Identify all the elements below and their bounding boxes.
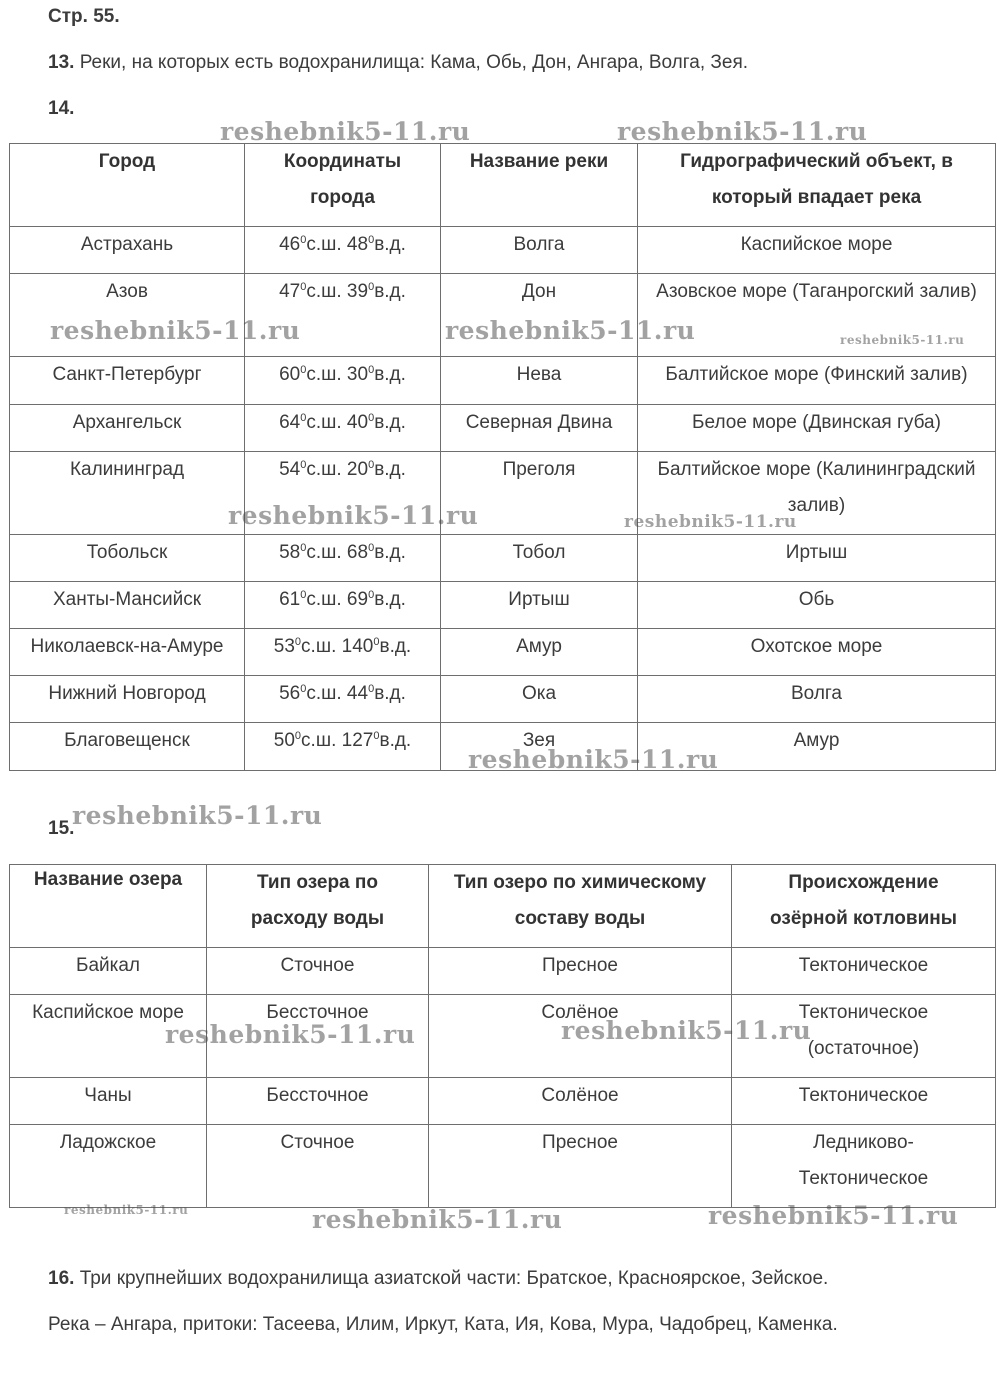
lake-cell: Чаны (10, 1078, 207, 1125)
longitude-direction: в.д. (379, 730, 412, 751)
river-cell: Ока (441, 676, 638, 723)
table-row (10, 405, 996, 452)
degree-mark: 0 (300, 234, 307, 246)
latitude-value: 64 (279, 412, 301, 433)
degree-mark: 0 (368, 234, 375, 246)
chem-type-cell: Пресное (429, 948, 732, 995)
watermark: reshebnik5-11.ru (220, 117, 471, 146)
watermark: reshebnik5-11.ru (228, 501, 479, 530)
river-cell: Тобол (441, 535, 638, 582)
river-cell: Преголя (441, 452, 638, 535)
flow-type-cell: Бессточное (207, 1078, 429, 1125)
degree-mark: 0 (373, 636, 380, 648)
mouth-cell: Иртыш (638, 535, 996, 582)
question-16-continued: Река – Ангара, притоки: Тасеева, Илим, Иркут, Ката, Ия, Кова, Мура, Чадобрец, Каменка. (48, 1314, 838, 1335)
flow-type-cell: Бессточное (207, 995, 429, 1078)
header-flow-type: Тип озера по расходу воды (207, 865, 429, 948)
latitude-value: 50 (273, 730, 295, 751)
degree-mark: 0 (368, 589, 375, 601)
degree-mark: 0 (300, 683, 307, 695)
origin-cell: Ледниково-Тектоническое (732, 1125, 996, 1208)
watermark: reshebnik5-11.ru (468, 745, 719, 774)
degree-mark: 0 (368, 542, 375, 554)
question-text: Реки, на которых есть водохранилища: Кама, Обь, Дон, Ангара, Волга, Зея. (79, 52, 749, 73)
watermark: reshebnik5-11.ru (312, 1205, 563, 1234)
watermark: reshebnik5-11.ru (561, 1016, 812, 1045)
latitude-direction: с.ш. (306, 542, 342, 563)
longitude-direction: в.д. (379, 636, 412, 657)
table-row (10, 948, 996, 995)
table-row (10, 274, 996, 357)
river-cell: Дон (441, 274, 638, 357)
degree-mark: 0 (300, 281, 307, 293)
longitude-value: 68 (346, 542, 369, 563)
coordinates-cell (245, 582, 441, 629)
mouth-cell: Белое море (Двинская губа) (638, 405, 996, 452)
lake-cell: Байкал (10, 948, 207, 995)
city-cell: Благовещенск (10, 723, 245, 771)
flow-type-cell: Сточное (207, 948, 429, 995)
table-row (10, 582, 996, 629)
latitude-value: 60 (279, 364, 301, 385)
river-cell: Амур (441, 629, 638, 676)
page-label: Стр. 55. (48, 6, 120, 27)
watermark: reshebnik5-11.ru (445, 316, 696, 345)
watermark: reshebnik5-11.ru (165, 1020, 416, 1049)
city-cell: Калининград (10, 452, 245, 535)
latitude-direction: с.ш. (306, 459, 342, 480)
longitude-direction: в.д. (374, 234, 406, 255)
longitude-value: 40 (346, 412, 369, 433)
mouth-cell: Каспийское море (638, 227, 996, 274)
latitude-value: 46 (279, 234, 301, 255)
table-row (10, 357, 996, 405)
question-number: 13. (48, 52, 75, 73)
degree-mark: 0 (294, 636, 302, 648)
latitude-value: 53 (273, 636, 295, 657)
flow-type-cell: Сточное (207, 1125, 429, 1208)
degree-mark: 0 (368, 459, 375, 471)
latitude-direction: с.ш. (306, 364, 342, 385)
degree-mark: 0 (300, 364, 307, 376)
degree-mark: 0 (300, 589, 307, 601)
chem-type-cell: Пресное (429, 1125, 732, 1208)
longitude-value: 39 (346, 281, 369, 302)
latitude-direction: с.ш. (306, 234, 342, 255)
city-cell: Санкт-Петербург (10, 357, 245, 405)
latitude-value: 61 (279, 589, 301, 610)
latitude-direction: с.ш. (301, 730, 337, 751)
question-number: 16. (48, 1268, 75, 1289)
degree-mark: 0 (368, 281, 375, 293)
header-city: Город (10, 144, 245, 227)
longitude-value: 20 (346, 459, 369, 480)
chem-type-cell: Солёное (429, 995, 732, 1078)
longitude-value: 48 (346, 234, 369, 255)
latitude-direction: с.ш. (301, 636, 337, 657)
coordinates-cell (245, 629, 441, 676)
latitude-direction: с.ш. (306, 412, 342, 433)
header-mouth: Гидрографический объект, в который впадает река (638, 144, 996, 227)
table-row (10, 1078, 996, 1125)
mouth-cell: Волга (638, 676, 996, 723)
mouth-cell: Обь (638, 582, 996, 629)
header-lake: Название озера (10, 865, 207, 948)
question-13 (48, 52, 748, 74)
longitude-value: 127 (341, 730, 374, 751)
table-row (10, 676, 996, 723)
degree-mark: 0 (300, 412, 307, 424)
coordinates-cell (245, 405, 441, 452)
header-coordinates: Координаты города (245, 144, 441, 227)
header-chem-type: Тип озеро по химическому составу воды (429, 865, 732, 948)
city-cell: Нижний Новгород (10, 676, 245, 723)
origin-cell: Тектоническое (остаточное) (732, 995, 996, 1078)
river-cell: Северная Двина (441, 405, 638, 452)
degree-mark: 0 (294, 730, 302, 742)
latitude-direction: с.ш. (306, 281, 342, 302)
city-cell: Астрахань (10, 227, 245, 274)
lakes-table (9, 864, 996, 1208)
mouth-cell: Балтийское море (Калининградский залив) (638, 452, 996, 535)
latitude-value: 47 (279, 281, 301, 302)
degree-mark: 0 (368, 364, 375, 376)
longitude-direction: в.д. (374, 683, 406, 704)
origin-cell: Тектоническое (732, 1078, 996, 1125)
latitude-value: 54 (279, 459, 301, 480)
mouth-cell: Амур (638, 723, 996, 771)
watermark: reshebnik5-11.ru (624, 512, 797, 532)
coordinates-cell (245, 723, 441, 771)
degree-mark: 0 (368, 412, 375, 424)
table-row (10, 1125, 996, 1208)
longitude-direction: в.д. (374, 589, 406, 610)
latitude-direction: с.ш. (306, 589, 342, 610)
lake-cell: Каспийское море (10, 995, 207, 1078)
coordinates-cell (245, 274, 441, 357)
table-row (10, 995, 996, 1078)
watermark: reshebnik5-11.ru (617, 117, 868, 146)
city-cell: Тобольск (10, 535, 245, 582)
longitude-direction: в.д. (374, 412, 406, 433)
question-14-number: 14. (48, 98, 75, 119)
table-row (10, 227, 996, 274)
rivers-table (9, 143, 996, 771)
mouth-cell: Охотское море (638, 629, 996, 676)
river-cell: Нева (441, 357, 638, 405)
watermark: reshebnik5-11.ru (50, 316, 301, 345)
table-row (10, 452, 996, 535)
city-cell: Николаевск-на-Амуре (10, 629, 245, 676)
table-header-row (10, 865, 996, 948)
mouth-cell: Азовское море (Таганрогский залив) (638, 274, 996, 357)
origin-cell: Тектоническое (732, 948, 996, 995)
city-cell: Ханты-Мансийск (10, 582, 245, 629)
city-cell: Азов (10, 274, 245, 357)
coordinates-cell (245, 227, 441, 274)
longitude-direction: в.д. (374, 459, 406, 480)
coordinates-cell (245, 535, 441, 582)
latitude-value: 58 (279, 542, 301, 563)
degree-mark: 0 (373, 730, 380, 742)
header-river: Название реки (441, 144, 638, 227)
degree-mark: 0 (300, 459, 307, 471)
question-text: Три крупнейших водохранилища азиатской части: Братское, Красноярское, Зейское. (79, 1268, 829, 1289)
watermark: reshebnik5-11.ru (840, 333, 965, 347)
question-16 (48, 1268, 828, 1290)
river-cell: Иртыш (441, 582, 638, 629)
longitude-value: 30 (346, 364, 369, 385)
longitude-direction: в.д. (374, 542, 406, 563)
longitude-direction: в.д. (374, 281, 406, 302)
lake-cell: Ладожское (10, 1125, 207, 1208)
longitude-value: 69 (346, 589, 369, 610)
river-cell: Волга (441, 227, 638, 274)
longitude-direction: в.д. (374, 364, 406, 385)
watermark: reshebnik5-11.ru (72, 801, 323, 830)
degree-mark: 0 (300, 542, 307, 554)
mouth-cell: Балтийское море (Финский залив) (638, 357, 996, 405)
watermark: reshebnik5-11.ru (64, 1203, 189, 1217)
table-row (10, 535, 996, 582)
table-row (10, 629, 996, 676)
coordinates-cell (245, 676, 441, 723)
latitude-direction: с.ш. (306, 683, 342, 704)
coordinates-cell (245, 357, 441, 405)
degree-mark: 0 (368, 683, 375, 695)
table-row (10, 723, 996, 771)
coordinates-cell (245, 452, 441, 535)
river-cell: Зея (441, 723, 638, 771)
table-header-row (10, 144, 996, 227)
watermark: reshebnik5-11.ru (708, 1201, 959, 1230)
latitude-value: 56 (279, 683, 301, 704)
city-cell: Архангельск (10, 405, 245, 452)
longitude-value: 140 (341, 636, 374, 657)
chem-type-cell: Солёное (429, 1078, 732, 1125)
question-15-number: 15. (48, 818, 75, 839)
header-origin: Происхождение озёрной котловины (732, 865, 996, 948)
longitude-value: 44 (346, 683, 369, 704)
